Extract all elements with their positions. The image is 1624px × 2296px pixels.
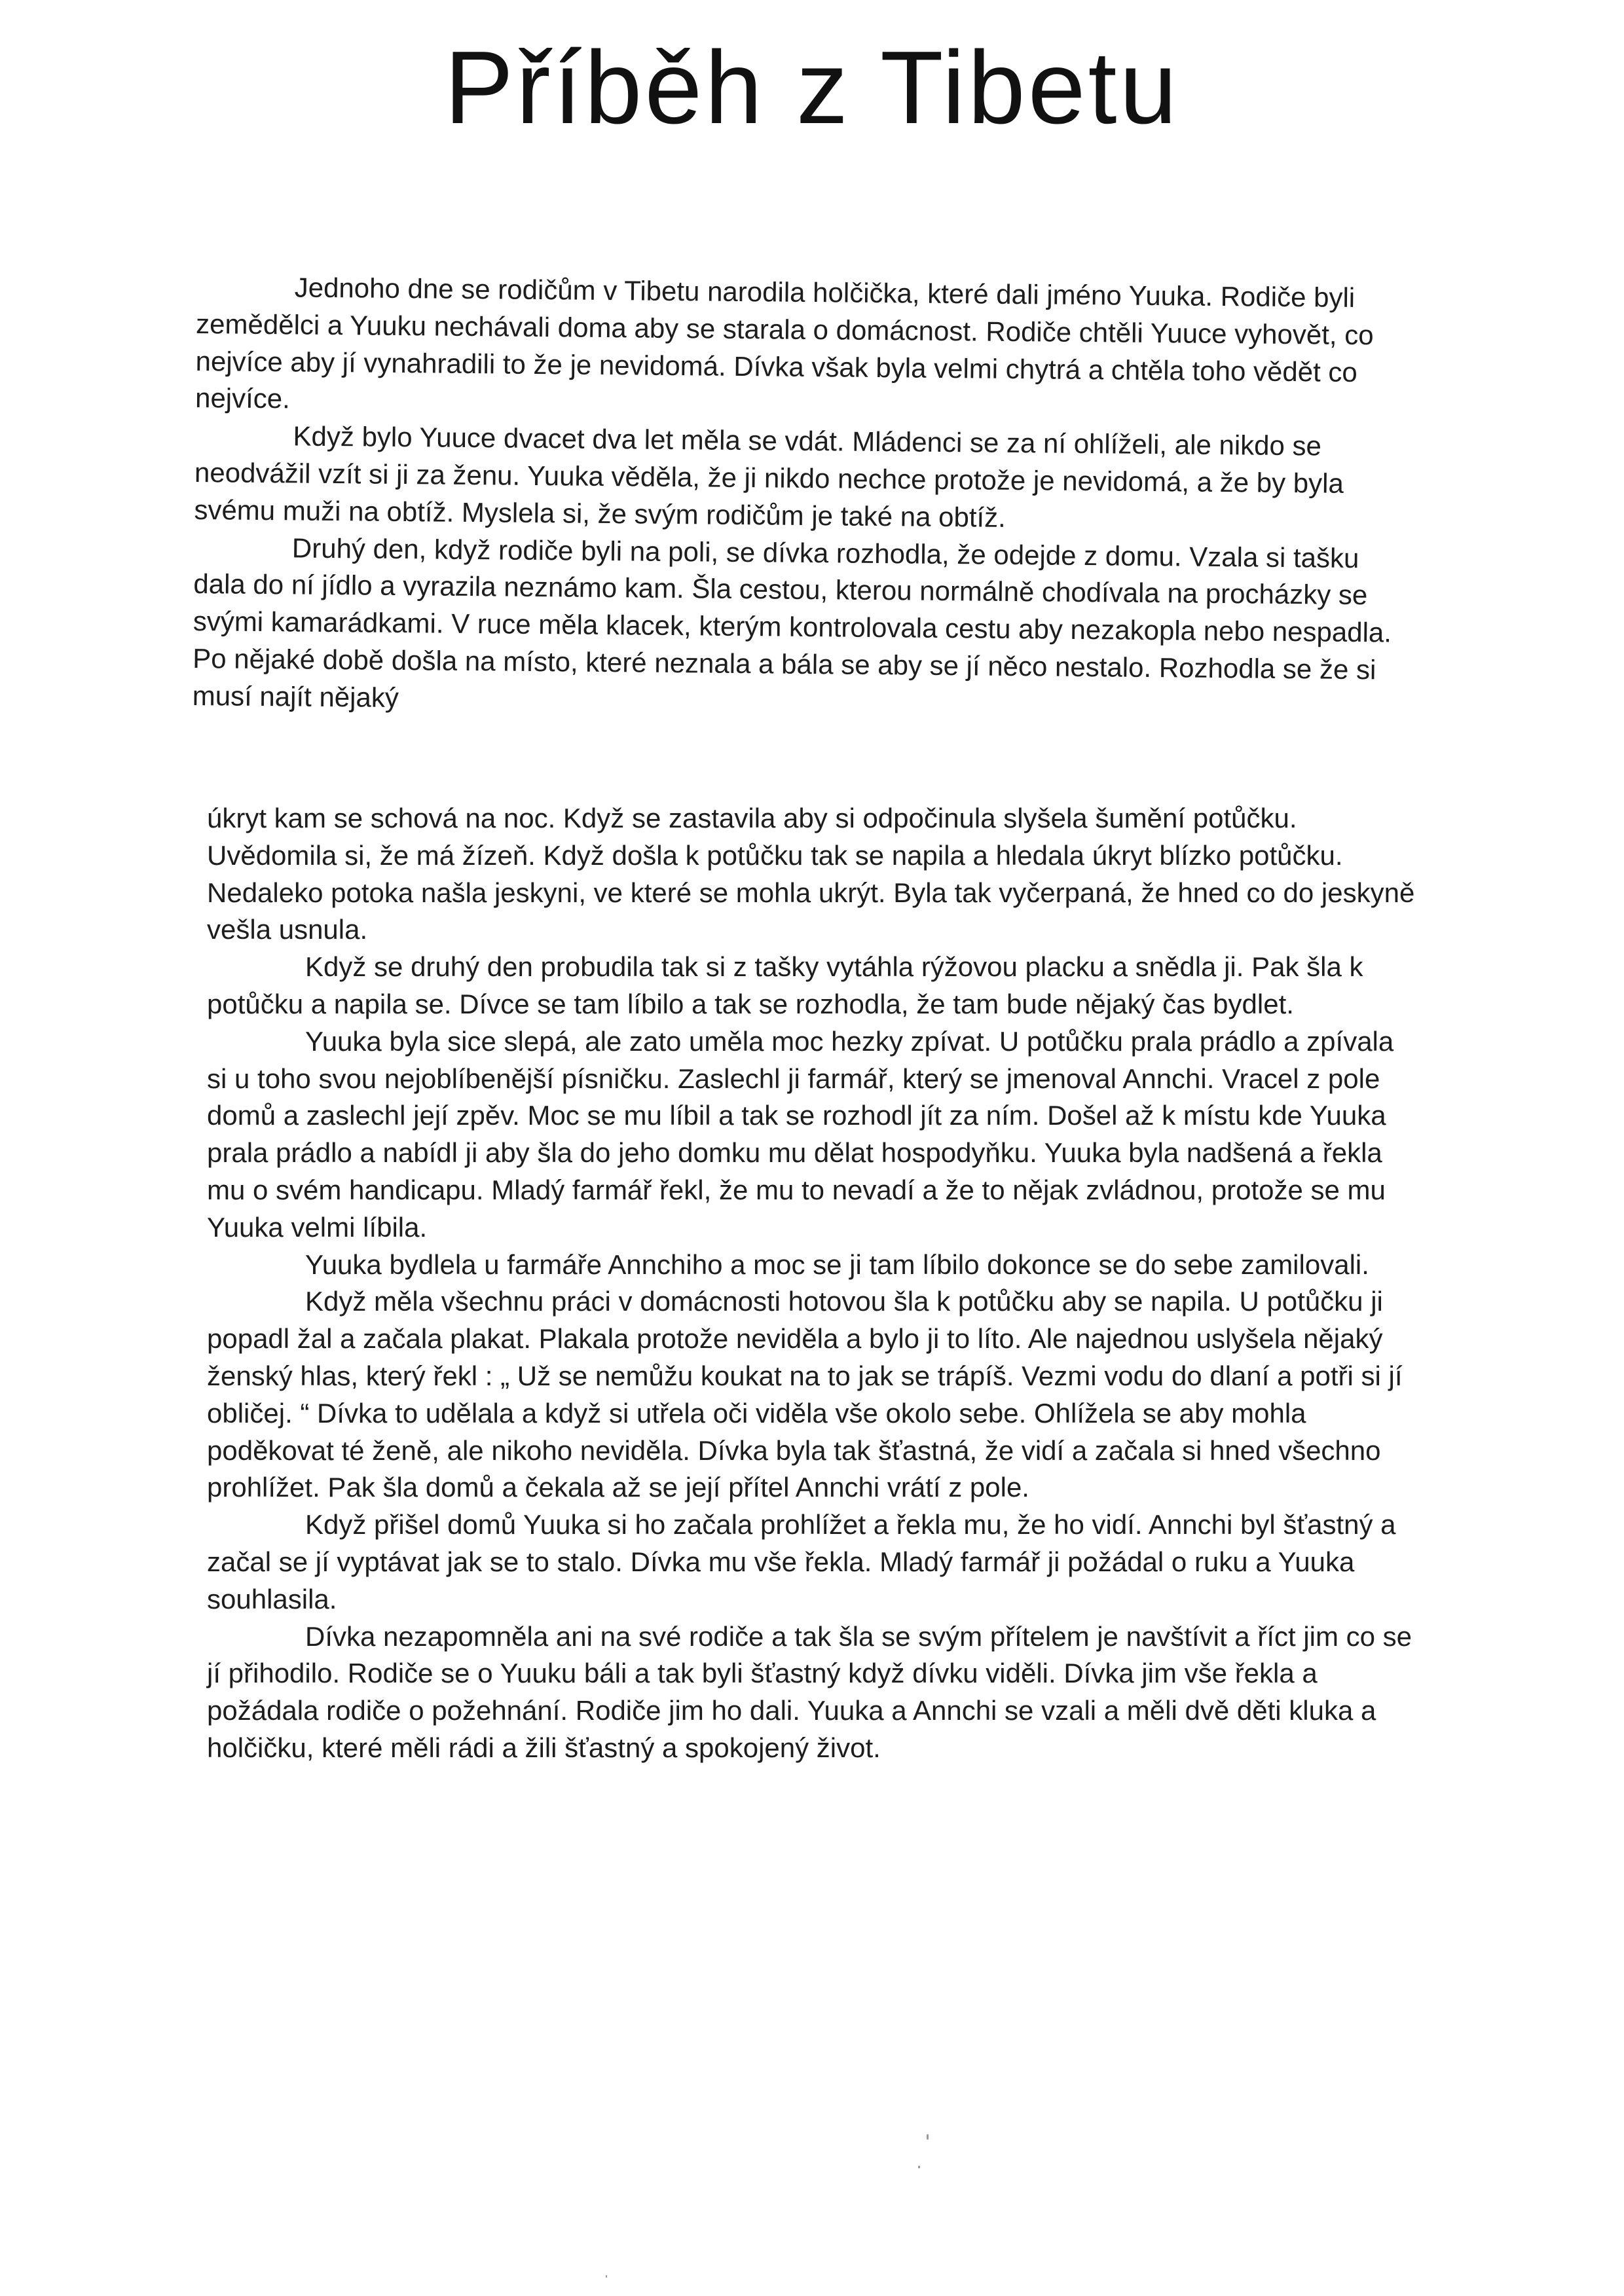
paragraph: Když bylo Yuuce dvacet dva let měla se vdát. Mládenci se za ní ohlíželi, ale nikdo se neodvážil vzít si ji za ženu. Yuuka věděla, že ji nikdo nechce protože je nevidomá, a že by byla svému muži na obtíž. Myslela si, že svým rodičům je také na obtíž. <box>194 420 1344 533</box>
paragraph: Jednoho dne se rodičům v Tibetu narodila holčička, které dali jméno Yuuka. Rodiče byli zemědělci a Yuuku nechávali doma aby se starala o domácnost. Rodiče chtěli Yuuce vyhovět, co nejvíce aby jí vynahradili to že je nevidomá. Dívka však byla velmi chytrá a chtěla toho vědět co nejvíce. <box>194 272 1374 414</box>
scan-speck <box>927 2134 929 2140</box>
scan-speck <box>918 2166 920 2168</box>
scan-speck <box>606 2275 607 2278</box>
paragraph: Yuuka byla sice slepá, ale zato uměla moc hezky zpívat. U potůčku prala prádlo a zpívala si u toho svou nejoblíbenější písničku. Zaslechl ji farmář, který se jmenoval Annchi. Vracel z pole domů a zaslechl její zpěv. Moc se mu líbil a tak se rozhodl jít za ním. Došel až k místu kde Yuuka prala prádlo a nabídl ji aby šla do jeho domku mu dělat hospodyňku. Yuuka byla nadšená a řekla mu o svém handicapu. Mladý farmář řekl, že mu to nevadí a že to nějak zvládnou, protože se mu Yuuka velmi líbila. <box>207 1025 1394 1243</box>
page-title: Příběh z Tibetu <box>444 30 1180 145</box>
paragraph: Yuuka bydlela u farmáře Annchiho a moc se ji tam líbilo dokonce se do sebe zamilovali. <box>305 1248 1369 1280</box>
paragraph: Když se druhý den probudila tak si z tašky vytáhla rýžovou placku a snědla ji. Pak šla k potůčku a napila se. Dívce se tam líbilo a tak se rozhodla, že tam bude nějaký čas bydlet. <box>207 951 1363 1019</box>
story-section-second <box>207 800 1415 1767</box>
story-section-first <box>192 268 1401 726</box>
paragraph: Druhý den, když rodiče byli na poli, se dívka rozhodla, že odejde z domu. Vzala si tašku dala do ní jídlo a vyrazila neznámo kam. Šla cestou, kterou normálně chodívala na procházky se svými kamarádkami. V ruce měla klacek, kterým kontrolovala cestu aby nezakopla nebo nespadla. Po nějaké době došla na místo, které neznala a bála se aby se jí něco nestalo. Rozhodla se že si musí najít nějaký <box>192 532 1392 713</box>
paragraph: Když měla všechnu práci v domácnosti hotovou šla k potůčku aby se napila. U potůčku ji popadl žal a začala plakat. Plakala protože neviděla a bylo ji to líto. Ale najednou uslyšela nějaký ženský hlas, který řekl : „ Už se nemůžu koukat na to jak se trápíš. Vezmi vodu do dlaní a potři si jí obličej. “ Dívka to udělala a když si utřela oči viděla vše okolo sebe. Ohlížela se aby mohla poděkovat té ženě, ale nikoho neviděla. Dívka byla tak šťastná, že vidí a začala si hned všechno prohlížet. Pak šla domů a čekala až se její přítel Annchi vrátí z pole. <box>207 1286 1403 1503</box>
paragraph: Dívka nezapomněla ani na své rodiče a tak šla se svým přítelem je navštívit a říct jim co se jí přihodilo. Rodiče se o Yuuku báli a tak byli šťastný když dívku viděli. Dívka jim vše řekla a požádala rodiče o požehnání. Rodiče jim ho dali. Yuuka a Annchi se vzali a měli dvě děti kluka a holčičku, které měli rádi a žili šťastný a spokojený život. <box>207 1620 1412 1763</box>
paragraph: Když přišel domů Yuuka si ho začala prohlížet a řekla mu, že ho vidí. Annchi byl šťastný a začal se jí vyptávat jak se to stalo. Dívka mu vše řekla. Mladý farmář ji požádal o ruku a Yuuka souhlasila. <box>207 1509 1396 1614</box>
paragraph-continuation: úkryt kam se schová na noc. Když se zastavila aby si odpočinula slyšela šumění potůčku. Uvědomila si, že má žízeň. Když došla k potůčku tak se napila a hledala úkryt blízko potůčku. Nedaleko potoka našla jeskyni, ve které se mohla ukrýt. Byla tak vyčerpaná, že hned co do jeskyně vešla usnula. <box>207 803 1415 945</box>
